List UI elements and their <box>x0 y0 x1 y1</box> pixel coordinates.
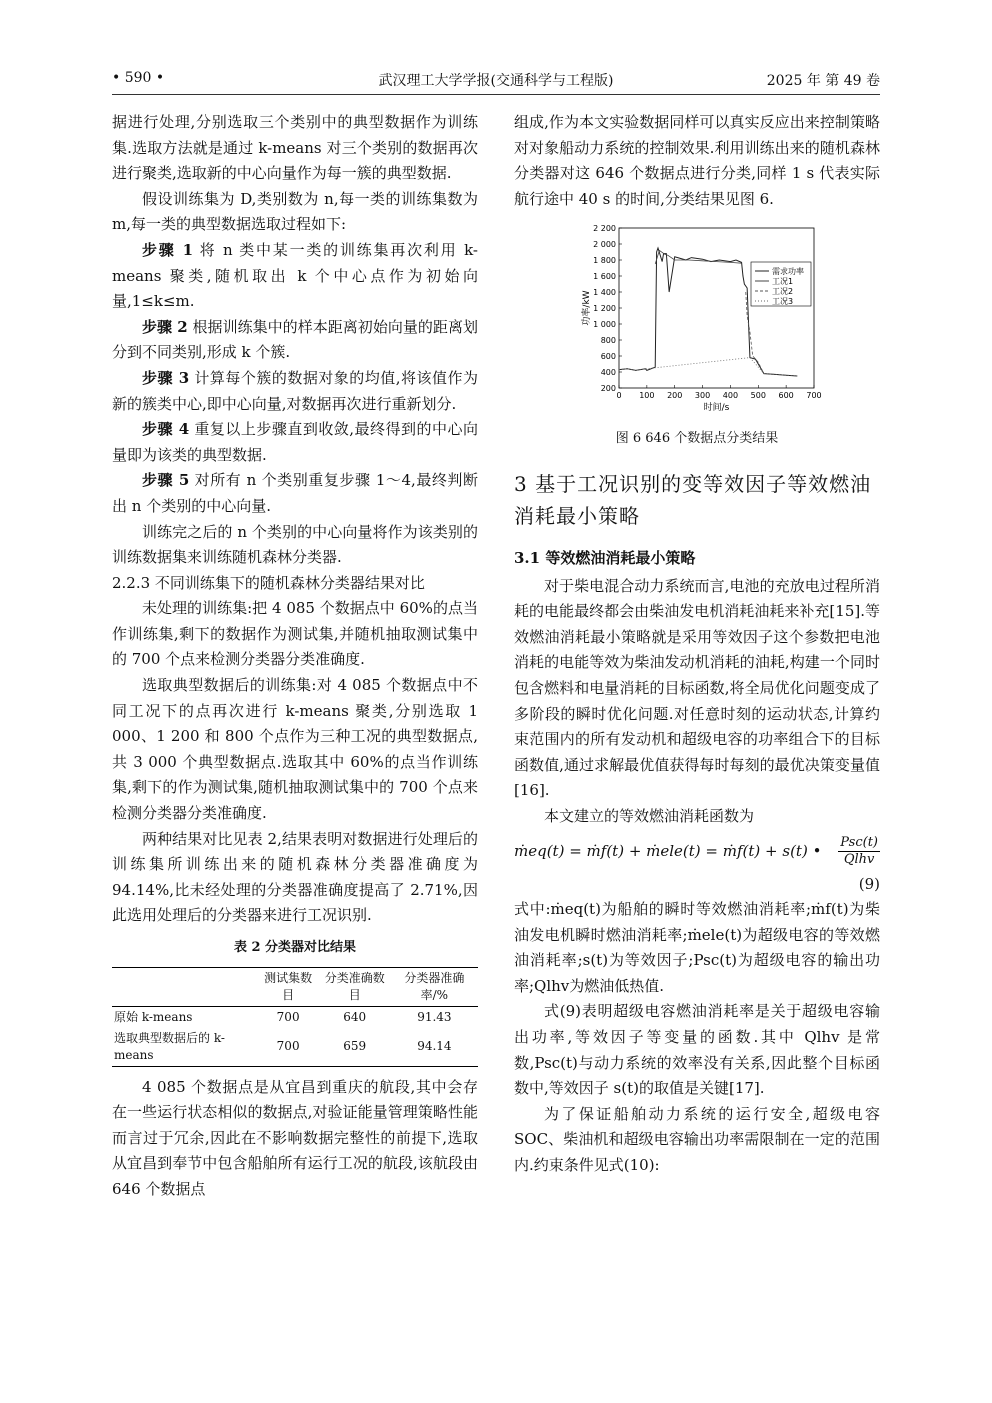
y-tick-label: 1 400 <box>593 288 616 298</box>
x-tick-label: 500 <box>750 391 766 401</box>
table-header-cell: 分类器准确率/% <box>404 970 465 1002</box>
legend-label: 工况3 <box>772 297 794 307</box>
paragraph: 两种结果对比见表 2,结果表明对数据进行处理后的训练集所训练出来的随机森林分类器准确度为 94.14%,比未经处理的分类器准确度提高了 2.71%,因此选用处理后的分类器来进行工况识别. <box>112 829 478 925</box>
y-tick-label: 200 <box>600 384 616 394</box>
table-header-cell: 测试集数目 <box>264 970 313 1002</box>
legend-label: 工况2 <box>772 287 794 297</box>
table-header-cell: 分类准确数目 <box>324 970 385 1002</box>
y-tick-label: 2 000 <box>593 240 616 250</box>
numerator: Psc(t) <box>840 835 878 850</box>
table-row <box>112 1028 478 1067</box>
legend-label: 需求功率 <box>772 267 804 277</box>
paragraph: 训练完之后的 n 个类别的中心向量将作为该类别的训练数据集来训练随机森林分类器. <box>112 522 478 567</box>
table-cell: 640 <box>343 1009 367 1024</box>
paragraph: 据进行处理,分别选取三个类别中的典型数据作为训练集.选取方法就是通过 k-means 对三个类别的数据再次进行聚类,选取新的中心向量作为每一簇的典型数据. <box>112 113 478 183</box>
step-label: 步骤 4 <box>142 420 190 439</box>
x-tick-label: 300 <box>694 391 711 401</box>
y-axis-label: 功率/kW <box>582 290 592 326</box>
step-label: 步骤 2 <box>142 317 188 336</box>
equation-lhs: ṁeq(t) = ṁf(t) + ṁele(t) = ṁf(t) + s(t) • <box>514 841 822 860</box>
step-text: 计算每个簇的数据对象的均值,将该值作为新的簇类中心,即中心向量,对数据再次进行重新划分. <box>112 368 478 413</box>
table-cell: 700 <box>276 1009 300 1024</box>
x-tick-label: 400 <box>722 391 739 401</box>
y-tick-label: 1 000 <box>593 320 616 330</box>
y-tick-label: 1 200 <box>593 304 616 314</box>
step-label: 步骤 1 <box>142 240 194 259</box>
y-tick-label: 800 <box>600 336 616 346</box>
subsection-heading: 3.1 等效燃油消耗最小策略 <box>514 548 696 567</box>
table-cell: 91.43 <box>417 1009 452 1024</box>
equation-number: (9) <box>858 874 880 893</box>
table-header-cell <box>112 967 258 1006</box>
y-tick-label: 400 <box>600 368 616 378</box>
left-column <box>112 110 478 1203</box>
page-number: • 590 • <box>112 70 165 86</box>
y-tick-label: 600 <box>600 352 616 362</box>
right-column <box>514 110 880 1179</box>
paragraph: 假设训练集为 D,类别数为 n,每一类的训练集数为 m,每一类的典型数据选取过程如下: <box>112 189 478 234</box>
step-label: 步骤 5 <box>142 471 190 490</box>
paragraph: 未处理的训练集:把 4 085 个数据点中 60%的点当作训练集,剩下的数据作为测试集,并随机抽取测试集中的 700 个点来检测分类器分类准确度. <box>112 599 478 669</box>
x-tick-label: 100 <box>639 391 655 401</box>
year-volume: 2025 年 第 49 卷 <box>766 73 880 89</box>
fraction <box>838 835 880 868</box>
step-text: 重复以上步骤直到收敛,最终得到的中心向量即为该类的典型数据. <box>112 420 478 464</box>
step-item <box>112 315 478 366</box>
table-caption: 表 2 分类器对比结果 <box>233 940 357 955</box>
y-tick-label: 1 600 <box>593 272 616 282</box>
x-tick-label: 700 <box>806 391 822 401</box>
table-cell: 659 <box>343 1039 367 1054</box>
step-label: 步骤 3 <box>142 368 190 387</box>
x-tick-label: 600 <box>778 391 794 401</box>
equation <box>514 830 880 874</box>
classification-chart <box>514 220 880 420</box>
paragraph: 组成,作为本文实验数据同样可以真实反应出来控制策略对对象船动力系统的控制效果.利用训练出来的随机森林分类器对这 646 个数据点进行分类,同样 1 s 代表实际航行途中 40 s 的时间,分类结果见图 6. <box>514 113 880 208</box>
table-row <box>112 1006 478 1028</box>
table-cell: 选取典型数据后的 k-means <box>114 1030 225 1062</box>
paragraph: 为了保证船舶动力系统的运行安全,超级电容 SOC、柴油机和超级电容输出功率需限制在一定的范围内.约束条件见式(10): <box>514 1104 880 1175</box>
x-axis-label: 时间/s <box>703 403 730 414</box>
comparison-table <box>112 967 478 1067</box>
step-item <box>112 468 478 519</box>
series-line <box>655 251 741 265</box>
step-item <box>112 366 478 417</box>
step-item <box>112 417 478 468</box>
paragraph: 选取典型数据后的训练集:对 4 085 个数据点中不同工况下的点再次进行 k-means 聚类,分别选取 1 000、1 200 和 800 个点作为三种工况的典型数据点,共 3 000 个典型数据点.选取其中 60%的点当作训练集,剩下的作为测试集,随机抽取测试集中的 700 个点来检测分类器分类准确度. <box>112 676 478 823</box>
y-tick-label: 2 200 <box>593 224 616 234</box>
paragraph: 式中:ṁeq(t)为船舶的瞬时等效燃油消耗率;ṁf(t)为柴油发电机瞬时燃油消耗率;ṁele(t)为超级电容的等效燃油消耗率;s(t)为等效因子;Psc(t)为超级电容的输出功率;Qlhv为燃油低热值. <box>514 900 880 995</box>
denominator: Qlhv <box>843 852 875 867</box>
step-list <box>112 238 478 520</box>
table-cell: 原始 k-means <box>114 1009 193 1024</box>
y-tick-label: 1 800 <box>593 256 616 266</box>
table-cell: 94.14 <box>417 1039 452 1054</box>
step-text: 对所有 n 个类别重复步骤 1～4,最终判断出 n 个类别的中心向量. <box>112 471 478 515</box>
x-tick-label: 200 <box>667 391 683 401</box>
journal-title: 武汉理工大学学报(交通科学与工程版) <box>378 73 614 89</box>
section-heading: 3 基于工况识别的变等效因子等效燃油消耗最小策略 <box>514 471 872 528</box>
figure-caption: 图 6 646 个数据点分类结果 <box>615 431 779 447</box>
series-line <box>619 358 797 376</box>
table-cell: 700 <box>276 1039 300 1054</box>
header-rule <box>112 94 880 95</box>
subsection-heading: 2.2.3 不同训练集下的随机森林分类器结果对比 <box>112 573 425 592</box>
step-text: 将 n 类中某一类的训练集再次利用 k-means 聚类,随机取出 k 个中心点作为初始向量,1≤k≤m. <box>112 240 478 311</box>
x-tick-label: 0 <box>616 391 622 401</box>
paragraph: 对于柴电混合动力系统而言,电池的充放电过程所消耗的电能最终都会由柴油发电机消耗油耗来补充[15].等效燃油消耗最小策略就是采用等效因子这个参数把电池消耗的电能等效为柴油发动机消耗的油耗,构建一个同时包含燃料和电量消耗的目标函数,将全局优化问题变成了多阶段的瞬时优化问题.对任意时刻的运动状态,计算约束范围内的所有发动机和超级电容的功率组合下的目标函数值,通过求解最优值获得每时每刻的最优决策变量值[16]. <box>514 576 880 800</box>
step-item <box>112 238 478 315</box>
paragraph: 4 085 个数据点是从宜昌到重庆的航段,其中会存在一些运行状态相似的数据点,对验证能量管理策略性能而言过于冗余,因此在不影响数据完整性的前提下,选取从宜昌到奉节中包含船舶所有运行工况的航段,该航段由 646 个数据点 <box>112 1077 478 1198</box>
paragraph: 式(9)表明超级电容燃油消耗率是关于超级电容输出功率,等效因子等变量的函数.其中 Qlhv 是常数,Psc(t)与动力系统的效率没有关系,因此整个目标函数中,等效因子 s(t)的取值是关键[17]. <box>514 1002 880 1098</box>
legend-label: 工况1 <box>772 277 794 287</box>
plot-frame <box>619 228 814 388</box>
paragraph: 本文建立的等效燃油消耗函数为 <box>544 806 755 825</box>
step-text: 根据训练集中的样本距离初始向量的距离划分到不同类别,形成 k 个簇. <box>112 317 478 362</box>
